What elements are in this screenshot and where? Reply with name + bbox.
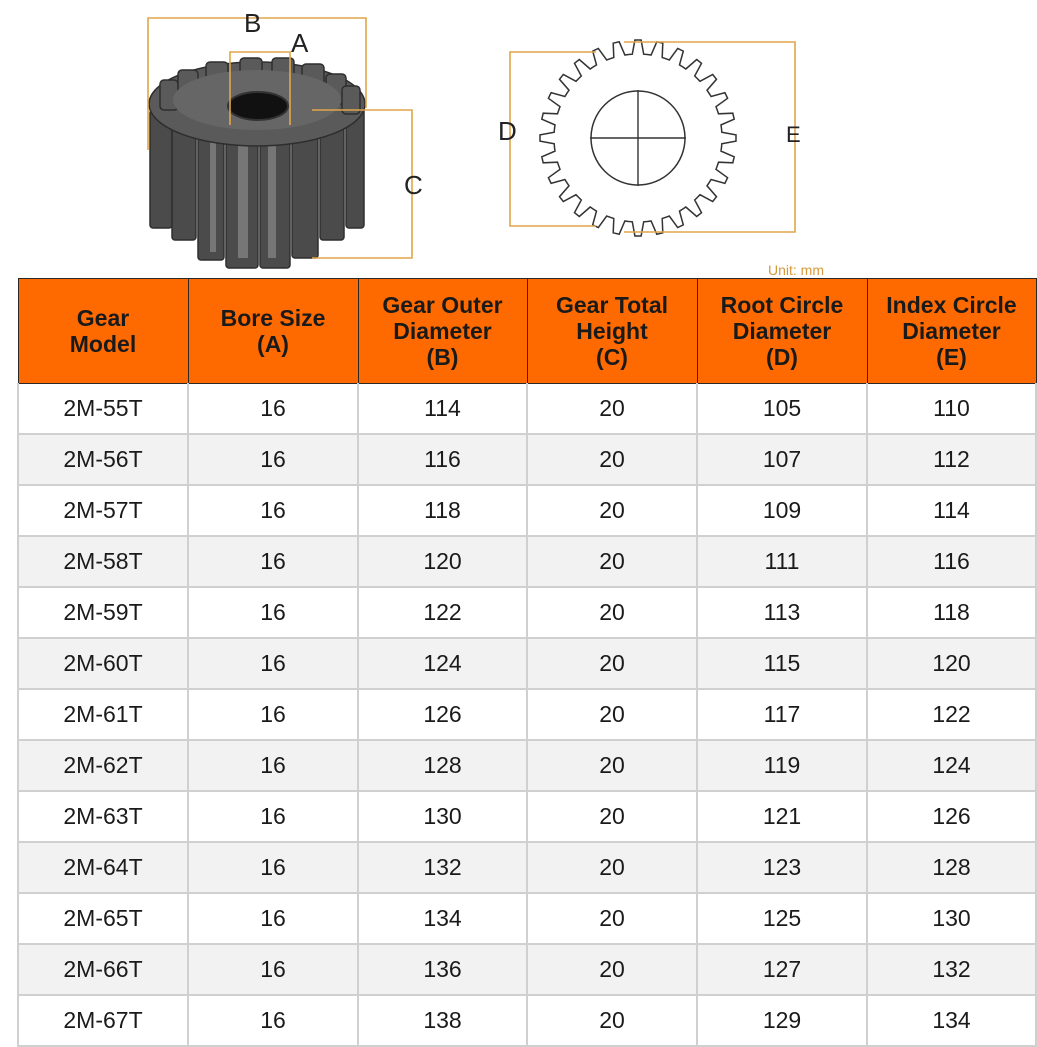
table-cell: 122: [358, 587, 527, 638]
table-cell: 105: [697, 384, 867, 435]
gear-spec-table: [17, 278, 1037, 1047]
header-text: Gear Total: [555, 292, 669, 318]
header-text: (E): [936, 344, 967, 370]
table-cell: 16: [188, 842, 358, 893]
table-cell: 2M-57T: [18, 485, 188, 536]
table-cell: 107: [697, 434, 867, 485]
table-cell: 20: [527, 944, 697, 995]
table-cell: 20: [527, 740, 697, 791]
table-cell: 20: [527, 485, 697, 536]
table-cell: 122: [867, 689, 1036, 740]
table-cell: 121: [697, 791, 867, 842]
table-row: [18, 842, 1036, 893]
table-row: [18, 995, 1036, 1046]
table-cell: 20: [527, 995, 697, 1046]
table-cell: 16: [188, 893, 358, 944]
label-b: B: [244, 8, 262, 38]
table-cell: 16: [188, 485, 358, 536]
label-d: D: [498, 116, 517, 146]
table-cell: 2M-59T: [18, 587, 188, 638]
header-text: (A): [257, 331, 289, 357]
table-row: [18, 689, 1036, 740]
table-cell: 20: [527, 384, 697, 435]
header-index-circle: [867, 279, 1036, 384]
table-cell: 2M-63T: [18, 791, 188, 842]
table-cell: 20: [527, 689, 697, 740]
table-cell: 125: [697, 893, 867, 944]
table-cell: 132: [867, 944, 1036, 995]
table-row: [18, 434, 1036, 485]
table-cell: 16: [188, 536, 358, 587]
table-cell: 126: [867, 791, 1036, 842]
table-cell: 124: [867, 740, 1036, 791]
table-cell: 120: [867, 638, 1036, 689]
header-text: (C): [596, 344, 628, 370]
table-cell: 129: [697, 995, 867, 1046]
table-cell: 2M-65T: [18, 893, 188, 944]
header-text: Gear Outer: [382, 292, 503, 318]
header-text: Bore Size: [220, 305, 326, 331]
table-cell: 2M-62T: [18, 740, 188, 791]
unit-label: Unit: mm: [768, 262, 824, 278]
table-cell: 16: [188, 791, 358, 842]
table-cell: 117: [697, 689, 867, 740]
label-e: E: [786, 122, 801, 147]
table-cell: 20: [527, 536, 697, 587]
header-root-circle: [697, 279, 867, 384]
table-cell: 128: [358, 740, 527, 791]
header-bore-size: [188, 279, 358, 384]
table-cell: 20: [527, 587, 697, 638]
table-cell: 2M-67T: [18, 995, 188, 1046]
table-cell: 109: [697, 485, 867, 536]
table-cell: 118: [358, 485, 527, 536]
header-text: Diameter: [393, 318, 492, 344]
spur-gear-image: [149, 58, 365, 268]
dimension-lines-right: [510, 42, 795, 232]
table-cell: 2M-55T: [18, 384, 188, 435]
table-cell: 114: [358, 384, 527, 435]
header-text: Index Circle: [886, 292, 1017, 318]
table-cell: 138: [358, 995, 527, 1046]
table-row: [18, 587, 1036, 638]
table-cell: 111: [697, 536, 867, 587]
label-a: A: [291, 28, 309, 58]
table-cell: 16: [188, 944, 358, 995]
table-cell: 20: [527, 638, 697, 689]
table-cell: 16: [188, 995, 358, 1046]
table-row: [18, 384, 1036, 435]
table-body: [18, 384, 1036, 1047]
header-text: (D): [766, 344, 798, 370]
table-cell: 112: [867, 434, 1036, 485]
table-cell: 115: [697, 638, 867, 689]
header-gear-model: [18, 279, 188, 384]
header-text: Gear: [76, 305, 130, 331]
table-cell: 16: [188, 740, 358, 791]
header-text: Diameter: [732, 318, 832, 344]
table-row: [18, 893, 1036, 944]
table-cell: 110: [867, 384, 1036, 435]
table-cell: 116: [867, 536, 1036, 587]
table-row: [18, 740, 1036, 791]
table-cell: 16: [188, 587, 358, 638]
gear-diagram: [0, 0, 1000, 278]
table-cell: 2M-64T: [18, 842, 188, 893]
table-cell: 20: [527, 893, 697, 944]
table-cell: 2M-61T: [18, 689, 188, 740]
header-text: Model: [69, 331, 137, 357]
table-cell: 130: [867, 893, 1036, 944]
table-cell: 134: [358, 893, 527, 944]
table-cell: 116: [358, 434, 527, 485]
table-cell: 2M-58T: [18, 536, 188, 587]
table-cell: 113: [697, 587, 867, 638]
table-cell: 127: [697, 944, 867, 995]
header-outer-diameter: [358, 279, 527, 384]
table-cell: 16: [188, 434, 358, 485]
table-cell: 20: [527, 434, 697, 485]
header-text: Height: [576, 318, 648, 344]
table-cell: 130: [358, 791, 527, 842]
table-row: [18, 791, 1036, 842]
table-cell: 16: [188, 689, 358, 740]
table-row: [18, 944, 1036, 995]
header-text: (B): [426, 344, 459, 370]
table-cell: 126: [358, 689, 527, 740]
table-cell: 120: [358, 536, 527, 587]
table-row: [18, 485, 1036, 536]
table-row: [18, 638, 1036, 689]
table-cell: 128: [867, 842, 1036, 893]
table-cell: 16: [188, 384, 358, 435]
header-text: Root Circle: [720, 292, 844, 318]
header-text: Diameter: [902, 318, 1001, 344]
table-header-row: [18, 279, 1036, 384]
table-cell: 2M-60T: [18, 638, 188, 689]
table-cell: 134: [867, 995, 1036, 1046]
table-cell: 119: [697, 740, 867, 791]
table-cell: 20: [527, 842, 697, 893]
table-cell: 2M-66T: [18, 944, 188, 995]
table-cell: 118: [867, 587, 1036, 638]
header-total-height: [527, 279, 697, 384]
table-cell: 16: [188, 638, 358, 689]
table-cell: 114: [867, 485, 1036, 536]
label-c: C: [404, 170, 423, 200]
table-cell: 124: [358, 638, 527, 689]
gear-outline-drawing: [540, 40, 736, 236]
table-cell: 20: [527, 791, 697, 842]
table-cell: 136: [358, 944, 527, 995]
table-cell: 2M-56T: [18, 434, 188, 485]
table-cell: 123: [697, 842, 867, 893]
table-row: [18, 536, 1036, 587]
table-cell: 132: [358, 842, 527, 893]
